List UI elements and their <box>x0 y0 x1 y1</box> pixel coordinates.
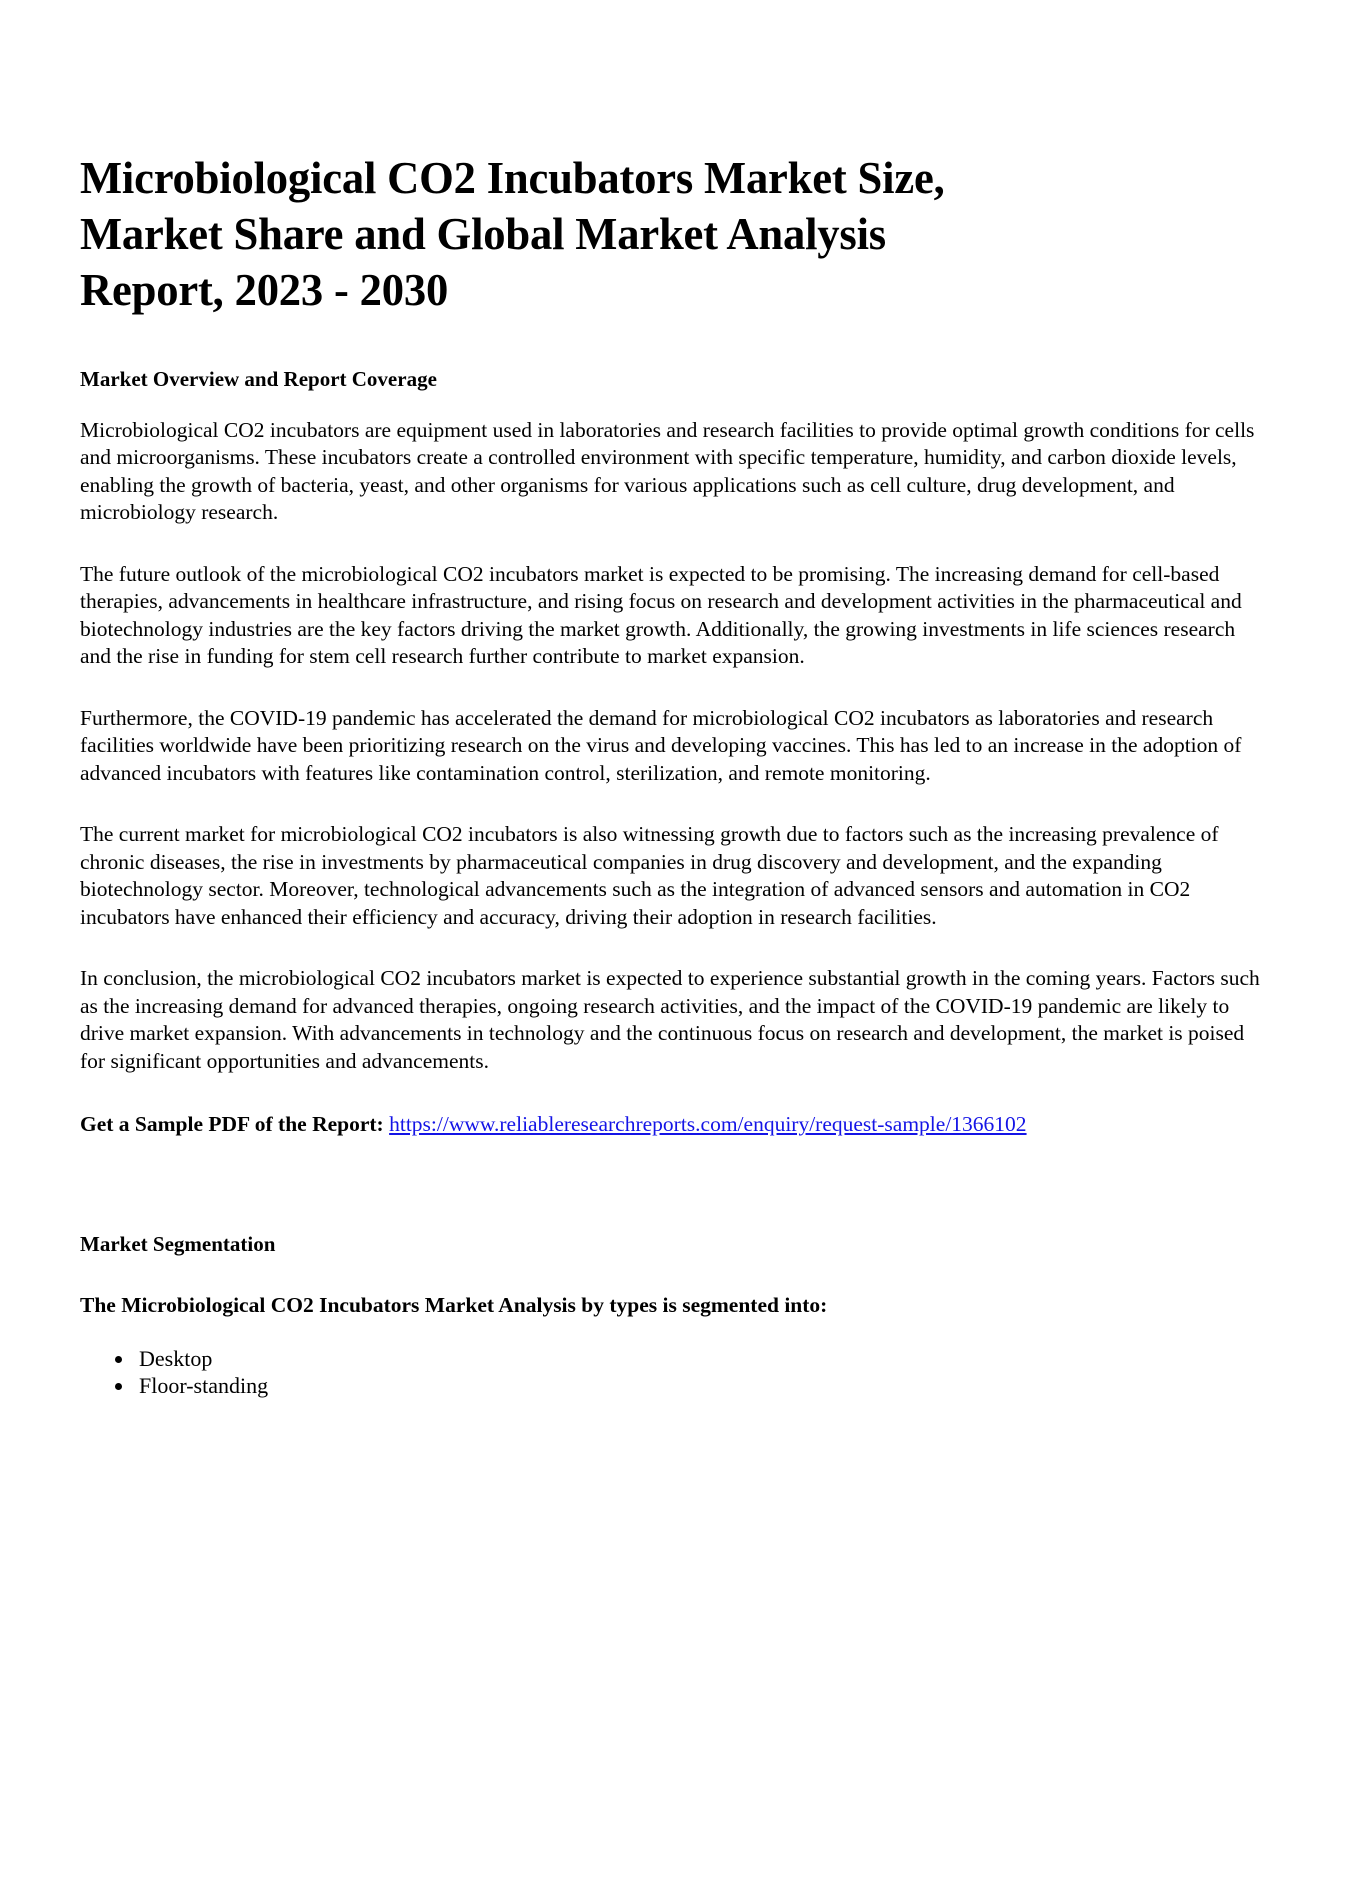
overview-paragraph-5: In conclusion, the microbiological CO2 incubators market is expected to experience substantial growth in the coming years. Factors such as the increasing demand for advanced therapies, ongoing research activities, and the impact of the COVID-19 pandemic are likely to drive market expansion. With advancements in technology and the continuous focus on research and development, the market is poised for significant opportunities and advancements. <box>80 966 1260 1073</box>
overview-paragraph-4: The current market for microbiological CO2 incubators is also witnessing growth due to factors such as the increasing prevalence of chronic diseases, the rise in investments by pharmaceutical companies in drug discovery and development, and the expanding biotechnology sector. Moreover, technological advancements such as the integration of advanced sensors and automation in CO2 incubators have enhanced their efficiency and accuracy, driving their adoption in research facilities. <box>80 822 1219 929</box>
page-title: Microbiological CO2 Incubators Market Size, Market Share and Global Market Analysis Report, 2023 - 2030 <box>80 152 945 316</box>
segmentation-type-list <box>80 1346 1265 1400</box>
market-segmentation-heading: Market Segmentation <box>80 1231 276 1256</box>
overview-paragraph-2: The future outlook of the microbiological CO2 incubators market is expected to be promising. The increasing demand for cell-based therapies, advancements in healthcare infrastructure, and rising focus on research and development activities in the pharmaceutical and biotechnology industries are the key factors driving the market growth. Additionally, the growing investments in life sciences research and the rise in funding for stem cell research further contribute to market expansion. <box>80 561 1242 669</box>
overview-paragraph-3: Furthermore, the COVID-19 pandemic has accelerated the demand for microbiological CO2 incubators as laboratories and research facilities worldwide have been prioritizing research on the virus and developing vaccines. This has led to an increase in the adoption of advanced incubators with features like contamination control, sterilization, and remote monitoring. <box>80 705 1242 785</box>
sample-pdf-line <box>80 1111 1265 1139</box>
market-overview-heading: Market Overview and Report Coverage <box>80 367 437 392</box>
segmentation-types-intro: The Microbiological CO2 Incubators Market Analysis by types is segmented into: <box>80 1293 828 1318</box>
overview-paragraph-1: Microbiological CO2 incubators are equipment used in laboratories and research facilities to provide optimal growth conditions for cells and microorganisms. These incubators create a controlled environment with specific temperature, humidity, and carbon dioxide levels, enabling the growth of bacteria, yeast, and other organisms for various applications such as cell culture, drug development, and microbiology research. <box>80 417 1255 525</box>
list-item: • Desktop <box>135 1346 1265 1373</box>
sample-pdf-label: Get a Sample PDF of the Report: <box>80 1112 384 1137</box>
request-sample-link[interactable]: https://www.reliableresearchreports.com/enquiry/request-sample/1366102 <box>389 1112 1027 1137</box>
list-item: • Floor-standing <box>135 1373 1265 1400</box>
